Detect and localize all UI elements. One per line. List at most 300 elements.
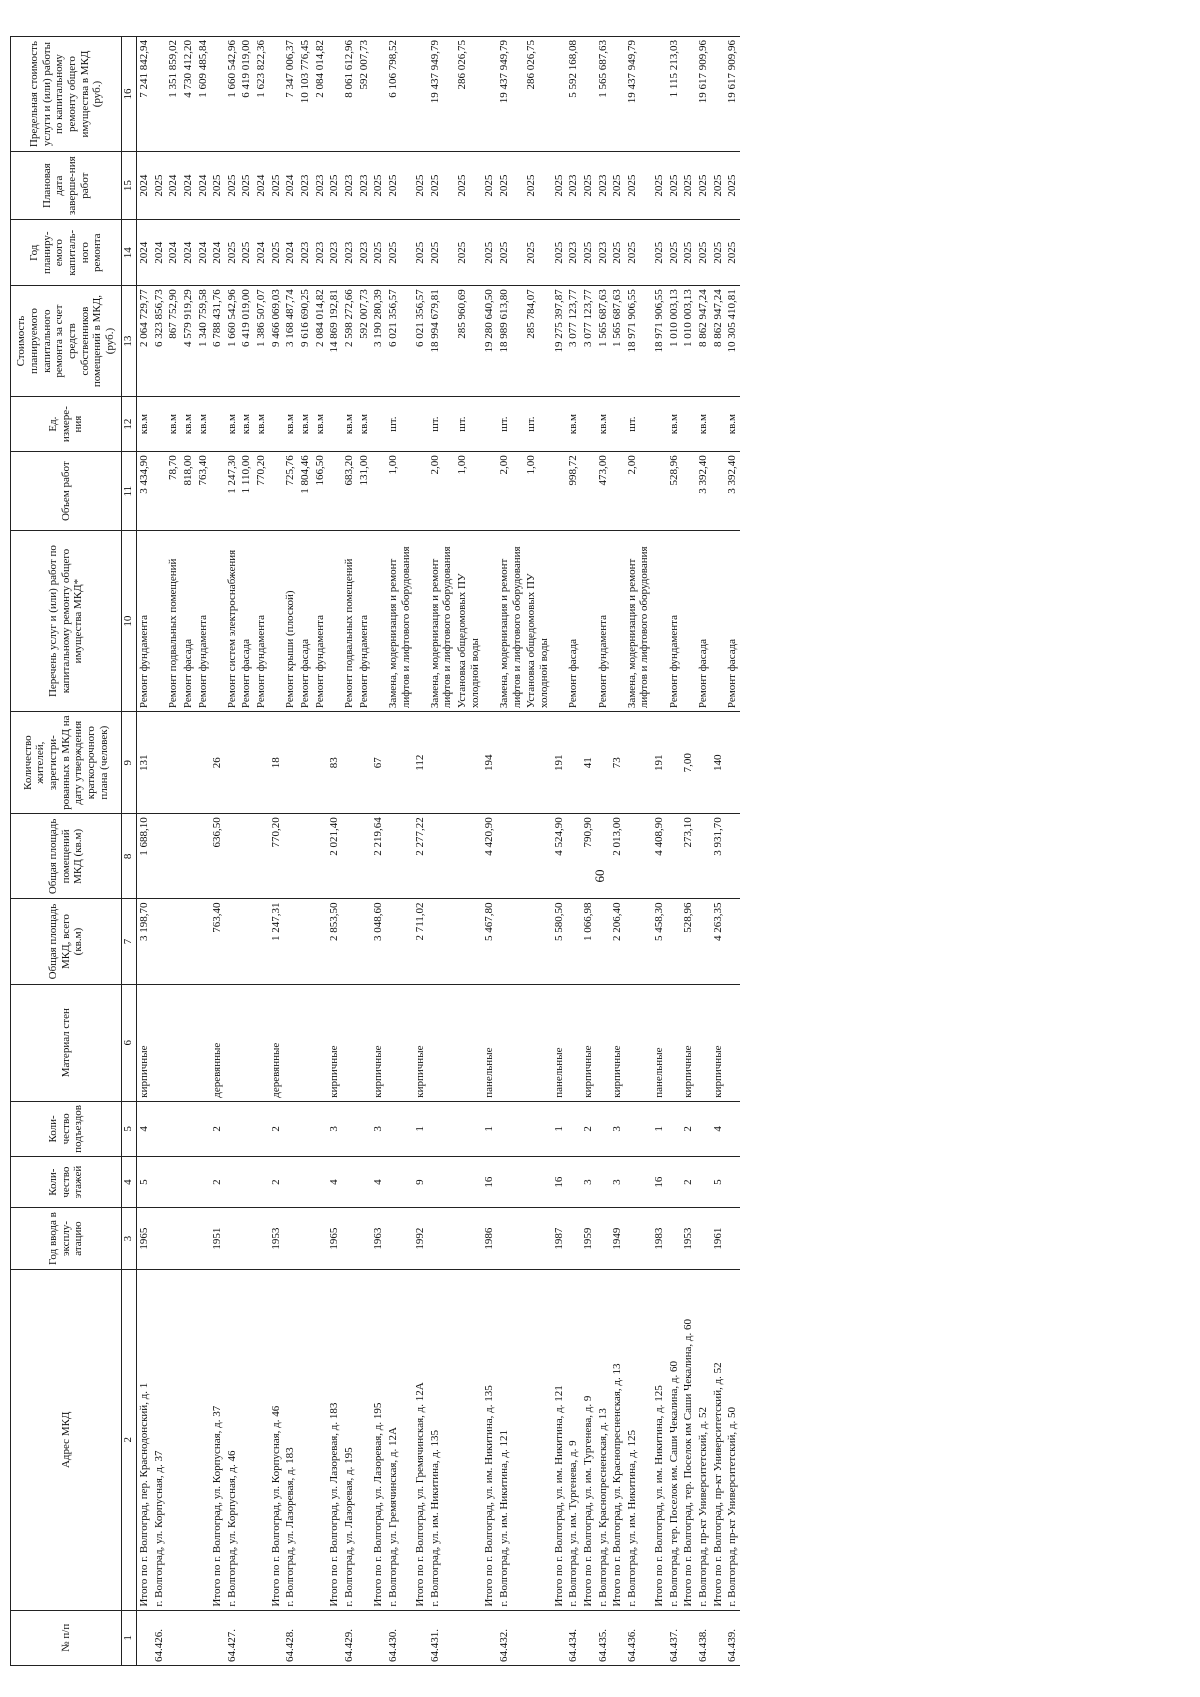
table-cell-c9 [596,712,611,814]
table-cell-c6: панельные [482,984,497,1101]
table-cell-c4: 5 [711,1157,726,1208]
table-cell-c8: 4 420,90 [482,814,497,899]
table-cell-c5: 2 [581,1101,596,1156]
table-cell-c12 [552,396,567,451]
table-cell-c1 [181,1610,196,1665]
table-cell-c1 [137,1610,152,1665]
table-cell-c15: 2023 [357,152,372,220]
table-cell-c6 [725,984,740,1101]
table-cell-c16 [327,37,342,152]
table-cell-c11: 2,00 [625,452,652,531]
table-cell-c1: 64.432. [497,1610,524,1665]
table-cell-c11: 131,00 [357,452,372,531]
table-cell-c8 [428,814,455,899]
table-cell-c14: 2025 [225,220,240,286]
table-cell-c16 [711,37,726,152]
table-cell-c14: 2025 [552,220,567,286]
column-number: 7 [122,899,137,984]
table-cell-c10: Ремонт фасада [239,531,254,712]
table-cell-c4 [455,1157,482,1208]
table-cell-c11: 1 804,46 [298,452,313,531]
table-cell-c12: кв.м [196,396,211,451]
table-cell-c10: Ремонт фасада [181,531,196,712]
table-cell-c3: 1983 [652,1208,667,1270]
table-cell-c4 [239,1157,254,1208]
table-cell-c9: 131 [137,712,152,814]
table-cell-c6: кирпичные [137,984,152,1101]
table-cell-c3 [283,1208,298,1270]
table-cell-c2: Итого по г. Волгоград, ул. Лазоревая, д. 183 [327,1269,342,1610]
table-cell-c3: 1951 [210,1208,225,1270]
table-cell-c16: 19 617 909,96 [696,37,711,152]
table-cell-c14: 2024 [210,220,225,286]
table-row [239,37,254,1666]
table-cell-c6 [455,984,482,1101]
table-cell-c1: 64.426. [152,1610,167,1665]
table-cell-c16 [482,37,497,152]
table-cell-c3 [225,1208,240,1270]
column-number: 13 [122,286,137,397]
table-cell-c2: Итого по г. Волгоград, ул. им. Никитина, д. 125 [652,1269,667,1610]
table-cell-c16: 10 103 776,45 [298,37,313,152]
table-cell-c8 [254,814,269,899]
table-cell-c7: 5 458,30 [652,899,667,984]
table-cell-c4 [166,1157,181,1208]
table-cell-c9 [298,712,313,814]
table-cell-c13: 3 168 487,74 [283,286,298,397]
table-cell-c3 [254,1208,269,1270]
table-cell-c16: 19 617 909,96 [725,37,740,152]
table-cell-c6 [225,984,240,1101]
table-cell-c15: 2025 [210,152,225,220]
table-cell-c12: кв.м [667,396,682,451]
table-cell-c11: 166,50 [313,452,328,531]
header-row [11,37,122,1666]
table-row [610,37,625,1666]
table-row [166,37,181,1666]
table-cell-c5 [254,1101,269,1156]
table-cell-c10: Ремонт фасада [566,531,581,712]
table-cell-c15: 2024 [254,152,269,220]
table-cell-c11: 1,00 [524,452,551,531]
table-cell-c7: 763,40 [210,899,225,984]
table-cell-c12: кв.м [254,396,269,451]
column-header: Количество жителей, зарегистри-рованных в МКД на дату утверждения краткосрочного плана (человек) [11,712,122,814]
table-cell-c7: 1 247,31 [269,899,284,984]
table-cell-c1: 64.439. [725,1610,740,1665]
column-number: 1 [122,1610,137,1665]
table-cell-c4: 16 [552,1157,567,1208]
table-cell-c1 [166,1610,181,1665]
table-cell-c2: г. Волгоград, ул. Корпусная, д. 46 [225,1269,240,1610]
table-cell-c15: 2025 [610,152,625,220]
table-cell-c9: 73 [610,712,625,814]
table-cell-c2 [298,1269,313,1610]
table-cell-c10 [652,531,667,712]
table-cell-c8 [497,814,524,899]
table-cell-c16: 1 609 485,84 [196,37,211,152]
table-cell-c2 [357,1269,372,1610]
table-cell-c15: 2025 [681,152,696,220]
table-cell-c8 [386,814,413,899]
table-cell-c4: 4 [327,1157,342,1208]
table-cell-c10 [482,531,497,712]
table-cell-c16 [269,37,284,152]
table-cell-c15: 2025 [652,152,667,220]
table-cell-c1 [413,1610,428,1665]
table-cell-c5 [725,1101,740,1156]
table-cell-c2 [524,1269,551,1610]
table-cell-c5: 1 [552,1101,567,1156]
table-cell-c14: 2025 [610,220,625,286]
table-cell-c3: 1959 [581,1208,596,1270]
table-cell-c1 [711,1610,726,1665]
table-cell-c16 [152,37,167,152]
table-cell-c12: кв.м [283,396,298,451]
table-cell-c12 [681,396,696,451]
table-cell-c2: г. Волгоград, тер. Поселок им. Саши Чекалина, д. 60 [667,1269,682,1610]
table-cell-c10: Ремонт фундамента [667,531,682,712]
table-cell-c11: 1 247,30 [225,452,240,531]
table-cell-c3 [313,1208,328,1270]
table-cell-c6: деревянные [269,984,284,1101]
table-cell-c14: 2025 [524,220,551,286]
table-cell-c7: 5 467,80 [482,899,497,984]
table-cell-c12: кв.м [596,396,611,451]
table-cell-c5 [386,1101,413,1156]
table-cell-c9: 18 [269,712,284,814]
table-cell-c12: шт. [524,396,551,451]
table-row [625,37,652,1666]
table-cell-c16: 6 419 019,00 [239,37,254,152]
table-cell-c12: кв.м [566,396,581,451]
table-cell-c6: кирпичные [610,984,625,1101]
table-cell-c10: Замена, модернизация и ремонт лифтов и лифтового оборудования [428,531,455,712]
column-header: Адрес МКД [11,1269,122,1610]
table-cell-c8: 2 277,22 [413,814,428,899]
column-number: 14 [122,220,137,286]
table-cell-c6 [283,984,298,1101]
table-cell-c4 [254,1157,269,1208]
table-cell-c14: 2024 [152,220,167,286]
table-cell-c6 [254,984,269,1101]
table-cell-c5 [181,1101,196,1156]
table-cell-c5: 4 [137,1101,152,1156]
table-cell-c1: 64.429. [342,1610,357,1665]
table-cell-c6 [298,984,313,1101]
table-cell-c2: г. Волгоград, ул. им. Никитина, д. 125 [625,1269,652,1610]
table-cell-c10: Установка общедомовых ПУ холодной воды [524,531,551,712]
table-cell-c11: 528,96 [667,452,682,531]
table-cell-c6 [428,984,455,1101]
table-cell-c5 [566,1101,581,1156]
table-cell-c1 [581,1610,596,1665]
column-number: 12 [122,396,137,451]
table-cell-c4 [566,1157,581,1208]
table-cell-c4 [667,1157,682,1208]
table-cell-c4 [357,1157,372,1208]
table-cell-c11 [210,452,225,531]
table-cell-c13: 10 305 410,81 [725,286,740,397]
table-cell-c11: 3 434,90 [137,452,152,531]
column-header: Стоимость планируемого капитального ремонта за счет средств собственников помещений в МКД, (руб.) [11,286,122,397]
table-cell-c9 [181,712,196,814]
table-cell-c3 [667,1208,682,1270]
table-cell-c16 [610,37,625,152]
table-cell-c13: 4 579 919,29 [181,286,196,397]
table-cell-c1 [210,1610,225,1665]
table-cell-c14: 2023 [566,220,581,286]
table-cell-c8: 790,90 [581,814,596,899]
table-cell-c6: кирпичные [327,984,342,1101]
table-cell-c2: г. Волгоград, ул. Гремячинская, д. 12А [386,1269,413,1610]
table-cell-c16: 7 347 006,37 [283,37,298,152]
table-cell-c7: 5 580,50 [552,899,567,984]
table-cell-c3 [497,1208,524,1270]
table-cell-c1: 64.437. [667,1610,682,1665]
table-cell-c11 [269,452,284,531]
table-cell-c13: 9 466 069,03 [269,286,284,397]
table-cell-c9: 26 [210,712,225,814]
table-cell-c12 [581,396,596,451]
table-cell-c7 [696,899,711,984]
table-cell-c16 [581,37,596,152]
table-cell-c15: 2025 [386,152,413,220]
table-cell-c2: г. Волгоград, ул. им. Никитина, д. 135 [428,1269,455,1610]
table-cell-c10 [552,531,567,712]
table-cell-c6: кирпичные [581,984,596,1101]
column-number: 11 [122,452,137,531]
table-cell-c6 [524,984,551,1101]
table-cell-c15: 2024 [166,152,181,220]
table-cell-c14: 2023 [342,220,357,286]
table-cell-c14: 2023 [313,220,328,286]
table-cell-c12: кв.м [357,396,372,451]
table-cell-c6 [596,984,611,1101]
table-cell-c7 [181,899,196,984]
table-cell-c15: 2023 [298,152,313,220]
table-cell-c8 [625,814,652,899]
table-cell-c2 [181,1269,196,1610]
table-cell-c8: 1 688,10 [137,814,152,899]
table-cell-c7: 2 206,40 [610,899,625,984]
table-cell-c5: 3 [327,1101,342,1156]
table-cell-c6 [497,984,524,1101]
table-cell-c14: 2025 [711,220,726,286]
table-cell-c5 [342,1101,357,1156]
table-cell-c9 [357,712,372,814]
table-cell-c4: 16 [482,1157,497,1208]
column-number: 5 [122,1101,137,1156]
table-cell-c2: Итого по г. Волгоград, пр-кт Университетский, д. 52 [711,1269,726,1610]
table-cell-c12 [371,396,386,451]
table-cell-c3 [166,1208,181,1270]
table-cell-c15: 2025 [667,152,682,220]
table-cell-c8 [313,814,328,899]
table-cell-c13: 592 007,73 [357,286,372,397]
table-cell-c7 [625,899,652,984]
table-cell-c10 [371,531,386,712]
table-cell-c2: Итого по г. Волгоград, ул. Лазоревая, д. 195 [371,1269,386,1610]
table-cell-c14: 2025 [681,220,696,286]
table-cell-c12: шт. [455,396,482,451]
table-cell-c16: 1 565 687,63 [596,37,611,152]
table-cell-c10: Ремонт фундамента [357,531,372,712]
table-cell-c9 [667,712,682,814]
table-cell-c1: 64.435. [596,1610,611,1665]
table-cell-c2: Итого по г. Волгоград, ул. Корпусная, д. 46 [269,1269,284,1610]
table-cell-c16: 2 084 014,82 [313,37,328,152]
table-cell-c3 [152,1208,167,1270]
table-cell-c9 [625,712,652,814]
table-cell-c3 [386,1208,413,1270]
table-cell-c14: 2024 [254,220,269,286]
table-cell-c11 [610,452,625,531]
table-cell-c11: 3 392,40 [696,452,711,531]
table-cell-c4: 3 [581,1157,596,1208]
column-number: 3 [122,1208,137,1270]
table-cell-c15: 2025 [455,152,482,220]
table-cell-c8 [455,814,482,899]
table-cell-c1 [552,1610,567,1665]
table-cell-c10: Ремонт фасада [696,531,711,712]
table-cell-c14: 2025 [482,220,497,286]
table-cell-c13: 14 869 192,81 [327,286,342,397]
table-cell-c14: 2025 [269,220,284,286]
table-row [455,37,482,1666]
table-cell-c1 [371,1610,386,1665]
table-cell-c3: 1949 [610,1208,625,1270]
table-cell-c16: 1 351 859,02 [166,37,181,152]
table-cell-c3: 1987 [552,1208,567,1270]
table-row [283,37,298,1666]
table-cell-c2: Итого по г. Волгоград, ул. Краснопресненская, д. 13 [610,1269,625,1610]
table-cell-c13: 1 565 687,63 [596,286,611,397]
table-cell-c8: 2 021,40 [327,814,342,899]
table-cell-c13: 8 862 947,24 [711,286,726,397]
table-cell-c10: Ремонт фундамента [596,531,611,712]
table-cell-c8 [667,814,682,899]
table-cell-c9: 7,00 [681,712,696,814]
table-cell-c14: 2025 [428,220,455,286]
table-cell-c2: г. Волгоград, ул. Лазоревая, д. 183 [283,1269,298,1610]
table-row [371,37,386,1666]
table-cell-c5 [596,1101,611,1156]
table-cell-c12 [152,396,167,451]
table-cell-c4: 9 [413,1157,428,1208]
table-cell-c8 [152,814,167,899]
table-cell-c10: Ремонт фасада [725,531,740,712]
table-cell-c11 [413,452,428,531]
table-row [497,37,524,1666]
table-cell-c13: 6 788 431,76 [210,286,225,397]
table-cell-c3: 1963 [371,1208,386,1270]
table-cell-c7: 3 198,70 [137,899,152,984]
table-cell-c4: 16 [652,1157,667,1208]
table-cell-c13: 3 190 280,39 [371,286,386,397]
table-row [152,37,167,1666]
table-cell-c15: 2024 [283,152,298,220]
table-cell-c11: 1 110,00 [239,452,254,531]
table-cell-c7: 1 066,98 [581,899,596,984]
table-cell-c9 [196,712,211,814]
table-cell-c5 [357,1101,372,1156]
table-cell-c16: 1 115 213,03 [667,37,682,152]
table-cell-c16 [552,37,567,152]
table-row [725,37,740,1666]
table-cell-c6 [667,984,682,1101]
table-cell-c11: 770,20 [254,452,269,531]
table-cell-c9 [497,712,524,814]
column-header: Коли-чество подъездов [11,1101,122,1156]
table-cell-c4 [625,1157,652,1208]
table-cell-c12: кв.м [225,396,240,451]
table-cell-c8 [196,814,211,899]
table-cell-c7 [566,899,581,984]
table-cell-c1 [239,1610,254,1665]
table-cell-c9: 191 [652,712,667,814]
table-row [667,37,682,1666]
table-cell-c11: 763,40 [196,452,211,531]
column-header: № п/п [11,1610,122,1665]
table-cell-c1 [327,1610,342,1665]
table-cell-c10: Ремонт фундамента [254,531,269,712]
table-cell-c3 [524,1208,551,1270]
table-cell-c5 [298,1101,313,1156]
table-cell-c8 [696,814,711,899]
table-cell-c12: кв.м [239,396,254,451]
table-cell-c4 [313,1157,328,1208]
table-cell-c14: 2025 [725,220,740,286]
table-cell-c11 [581,452,596,531]
table-cell-c5: 3 [371,1101,386,1156]
table-cell-c10 [610,531,625,712]
table-cell-c16: 592 007,73 [357,37,372,152]
table-cell-c8: 4 524,90 [552,814,567,899]
table-cell-c3 [342,1208,357,1270]
table-row [711,37,726,1666]
table-cell-c5: 3 [610,1101,625,1156]
table-cell-c12: шт. [386,396,413,451]
table-cell-c10 [413,531,428,712]
table-cell-c8 [298,814,313,899]
table-cell-c5 [283,1101,298,1156]
table-row [357,37,372,1666]
table-cell-c6 [566,984,581,1101]
table-cell-c5 [696,1101,711,1156]
table-cell-c13: 2 084 014,82 [313,286,328,397]
table-cell-c3 [428,1208,455,1270]
table-cell-c12: кв.м [342,396,357,451]
table-cell-c14: 2025 [667,220,682,286]
table-cell-c7 [725,899,740,984]
table-cell-c5 [625,1101,652,1156]
column-header: Перечень услуг и (или) работ по капитальному ремонту общего имущества МКД* [11,531,122,712]
table-cell-c7 [298,899,313,984]
table-cell-c8: 770,20 [269,814,284,899]
table-cell-c8: 273,10 [681,814,696,899]
table-row [254,37,269,1666]
table-cell-c15: 2025 [497,152,524,220]
table-cell-c16: 286 026,75 [524,37,551,152]
table-row [225,37,240,1666]
column-header: Ед. измере-ния [11,396,122,451]
table-cell-c11: 725,76 [283,452,298,531]
table-cell-c5: 2 [681,1101,696,1156]
table-cell-c3 [239,1208,254,1270]
table-cell-c1 [610,1610,625,1665]
table-cell-c3 [181,1208,196,1270]
